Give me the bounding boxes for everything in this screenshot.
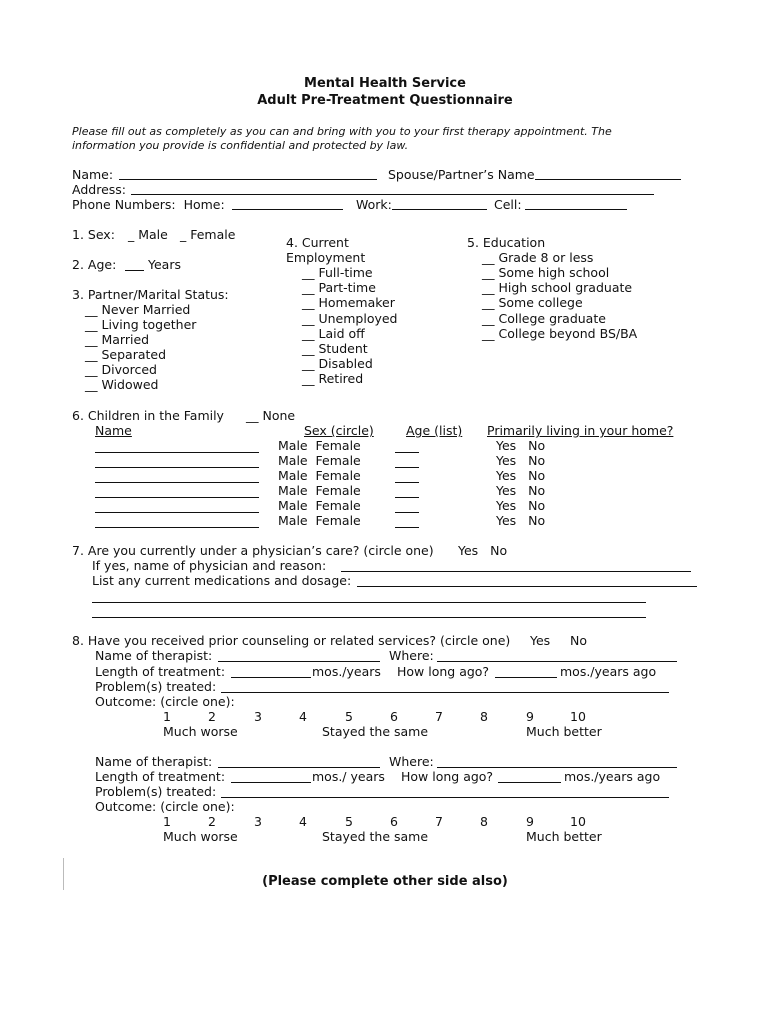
physician-field[interactable]	[341, 571, 691, 572]
scale-better: Much better	[526, 829, 602, 844]
child-name-field[interactable]	[95, 527, 259, 528]
length-field[interactable]	[231, 677, 311, 678]
child-name-field[interactable]	[95, 482, 259, 483]
q4-label-2: Employment	[286, 250, 366, 265]
scale-3[interactable]: 3	[254, 709, 262, 724]
howlong-field[interactable]	[498, 782, 561, 783]
child-sex[interactable]: Male Female	[278, 438, 361, 453]
q7-ifyes: If yes, name of physician and reason:	[92, 558, 327, 573]
child-age-field[interactable]	[395, 527, 419, 528]
child-age-field[interactable]	[395, 482, 419, 483]
scale-2[interactable]: 2	[208, 814, 216, 829]
q5-option[interactable]: __ College beyond BS/BA	[482, 326, 638, 341]
phone-work-label: Work:	[356, 197, 392, 212]
q2-suffix: Years	[148, 257, 181, 272]
q4-option[interactable]: __ Student	[302, 341, 368, 356]
child-name-field[interactable]	[95, 467, 259, 468]
q8-yesno[interactable]: Yes No	[530, 633, 588, 648]
scale-3[interactable]: 3	[254, 814, 262, 829]
page-title: Mental Health Service	[304, 76, 466, 91]
child-name-field[interactable]	[95, 512, 259, 513]
scale-10[interactable]: 10	[570, 814, 586, 829]
scale-same: Stayed the same	[322, 724, 429, 739]
q3-label: 3. Partner/Marital Status:	[72, 287, 229, 302]
child-sex[interactable]: Male Female	[278, 468, 361, 483]
scale-4[interactable]: 4	[299, 709, 307, 724]
mos-label: mos./years	[312, 664, 381, 679]
where-label: Where:	[389, 754, 434, 769]
child-age-field[interactable]	[395, 452, 419, 453]
outcome-label: Outcome: (circle one):	[95, 799, 235, 814]
phone-work-field[interactable]	[392, 209, 487, 210]
child-age-field[interactable]	[395, 467, 419, 468]
where-field[interactable]	[437, 767, 677, 768]
where-field[interactable]	[437, 661, 677, 662]
q7-meds: List any current medications and dosage:	[92, 573, 352, 588]
name-label: Name:	[72, 167, 114, 182]
scale-worse: Much worse	[163, 724, 238, 739]
q3-option[interactable]: __ Married	[85, 332, 150, 347]
q8-label: 8. Have you received prior counseling or related services? (circle one)	[72, 633, 511, 648]
child-sex[interactable]: Male Female	[278, 483, 361, 498]
scale-4[interactable]: 4	[299, 814, 307, 829]
therapist-label: Name of therapist:	[95, 754, 213, 769]
phone-home-label: Phone Numbers: Home:	[72, 197, 225, 212]
mos-ago-label: mos./years ago	[564, 769, 661, 784]
scale-better: Much better	[526, 724, 602, 739]
where-label: Where:	[389, 648, 434, 663]
q4-option[interactable]: __ Part-time	[302, 280, 376, 295]
child-home[interactable]: Yes No	[496, 468, 546, 483]
scale-5[interactable]: 5	[345, 814, 353, 829]
scale-5[interactable]: 5	[345, 709, 353, 724]
child-name-field[interactable]	[95, 452, 259, 453]
q1-male[interactable]: _ Male	[128, 227, 168, 242]
length-field[interactable]	[231, 782, 311, 783]
q6-col-sex: Sex (circle)	[304, 423, 374, 438]
howlong-field[interactable]	[495, 677, 557, 678]
phone-cell-label: Cell:	[494, 197, 522, 212]
scale-8[interactable]: 8	[480, 709, 488, 724]
footer-note: (Please complete other side also)	[262, 874, 508, 889]
q5-label: 5. Education	[467, 235, 546, 250]
child-age-field[interactable]	[395, 497, 419, 498]
therapist-label: Name of therapist:	[95, 648, 213, 663]
scale-worse: Much worse	[163, 829, 238, 844]
address-label: Address:	[72, 182, 126, 197]
medications-field[interactable]	[357, 586, 697, 587]
problems-field[interactable]	[221, 797, 669, 798]
spouse-field[interactable]	[535, 179, 681, 180]
q4-option[interactable]: __ Disabled	[302, 356, 373, 371]
q6-label: 6. Children in the Family	[72, 408, 224, 423]
problems-label: Problem(s) treated:	[95, 784, 217, 799]
mos-ago-label: mos./years ago	[560, 664, 657, 679]
q5-option[interactable]: __ Some college	[482, 295, 583, 310]
outcome-label: Outcome: (circle one):	[95, 694, 235, 709]
q3-option[interactable]: __ Divorced	[85, 362, 157, 377]
child-home[interactable]: Yes No	[496, 513, 546, 528]
child-home[interactable]: Yes No	[496, 438, 546, 453]
child-age-field[interactable]	[395, 512, 419, 513]
q4-option[interactable]: __ Retired	[302, 371, 364, 386]
child-sex[interactable]: Male Female	[278, 498, 361, 513]
medications-field-2[interactable]	[92, 602, 646, 603]
child-sex[interactable]: Male Female	[278, 453, 361, 468]
child-home[interactable]: Yes No	[496, 453, 546, 468]
q7-label: 7. Are you currently under a physician’s care? (circle one)	[72, 543, 434, 558]
intro-text-1: Please fill out as completely as you can and bring with you to your first therapy appointment. The	[72, 125, 612, 138]
phone-home-field[interactable]	[232, 209, 343, 210]
phone-cell-field[interactable]	[525, 209, 627, 210]
scale-9[interactable]: 9	[526, 814, 534, 829]
spouse-label: Spouse/Partner’s Name	[388, 167, 535, 182]
scale-2[interactable]: 2	[208, 709, 216, 724]
q3-option[interactable]: __ Separated	[85, 347, 167, 362]
problems-field[interactable]	[221, 692, 669, 693]
q6-none[interactable]: __ None	[246, 408, 296, 423]
page-subtitle: Adult Pre-Treatment Questionnaire	[257, 93, 513, 108]
scale-6[interactable]: 6	[390, 814, 398, 829]
child-name-field[interactable]	[95, 497, 259, 498]
address-field[interactable]	[131, 194, 654, 195]
q3-option[interactable]: __ Widowed	[85, 377, 159, 392]
scale-6[interactable]: 6	[390, 709, 398, 724]
child-home[interactable]: Yes No	[496, 498, 546, 513]
q4-option[interactable]: __ Unemployed	[302, 311, 398, 326]
scale-same: Stayed the same	[322, 829, 429, 844]
therapist-field[interactable]	[218, 767, 380, 768]
q4-option[interactable]: __ Full-time	[302, 265, 373, 280]
length-label: Length of treatment:	[95, 664, 226, 679]
q6-col-age: Age (list)	[406, 423, 463, 438]
q4-option[interactable]: __ Homemaker	[302, 295, 395, 310]
q4-label: 4. Current	[286, 235, 349, 250]
q6-col-name: Name	[95, 423, 132, 438]
scale-10[interactable]: 10	[570, 709, 586, 724]
scale-7[interactable]: 7	[435, 814, 443, 829]
q7-yesno[interactable]: Yes No	[458, 543, 508, 558]
scale-1[interactable]: 1	[163, 709, 171, 724]
q5-option[interactable]: __ Some high school	[482, 265, 610, 280]
q3-option[interactable]: __ Living together	[85, 317, 197, 332]
problems-label: Problem(s) treated:	[95, 679, 217, 694]
q6-col-home: Primarily living in your home?	[487, 423, 674, 438]
therapist-field[interactable]	[218, 661, 380, 662]
medications-field-3[interactable]	[92, 617, 646, 618]
q1-female[interactable]: _ Female	[180, 227, 236, 242]
child-home[interactable]: Yes No	[496, 483, 546, 498]
scale-7[interactable]: 7	[435, 709, 443, 724]
intro-text-2: information you provide is confidential and protected by law.	[72, 139, 409, 152]
q5-option[interactable]: __ College graduate	[482, 311, 606, 326]
q5-option[interactable]: __ High school graduate	[482, 280, 633, 295]
howlong-label: How long ago?	[401, 769, 494, 784]
scale-9[interactable]: 9	[526, 709, 534, 724]
length-label: Length of treatment:	[95, 769, 226, 784]
q2-label: 2. Age:	[72, 257, 117, 272]
scale-8[interactable]: 8	[480, 814, 488, 829]
q5-option[interactable]: __ Grade 8 or less	[482, 250, 594, 265]
age-field[interactable]	[125, 270, 144, 271]
mos-label: mos./ years	[312, 769, 385, 784]
howlong-label: How long ago?	[397, 664, 490, 679]
child-sex[interactable]: Male Female	[278, 513, 361, 528]
scale-1[interactable]: 1	[163, 814, 171, 829]
q4-option[interactable]: __ Laid off	[302, 326, 365, 341]
q3-option[interactable]: __ Never Married	[85, 302, 191, 317]
q1-label: 1. Sex:	[72, 227, 115, 242]
name-field[interactable]	[119, 179, 377, 180]
